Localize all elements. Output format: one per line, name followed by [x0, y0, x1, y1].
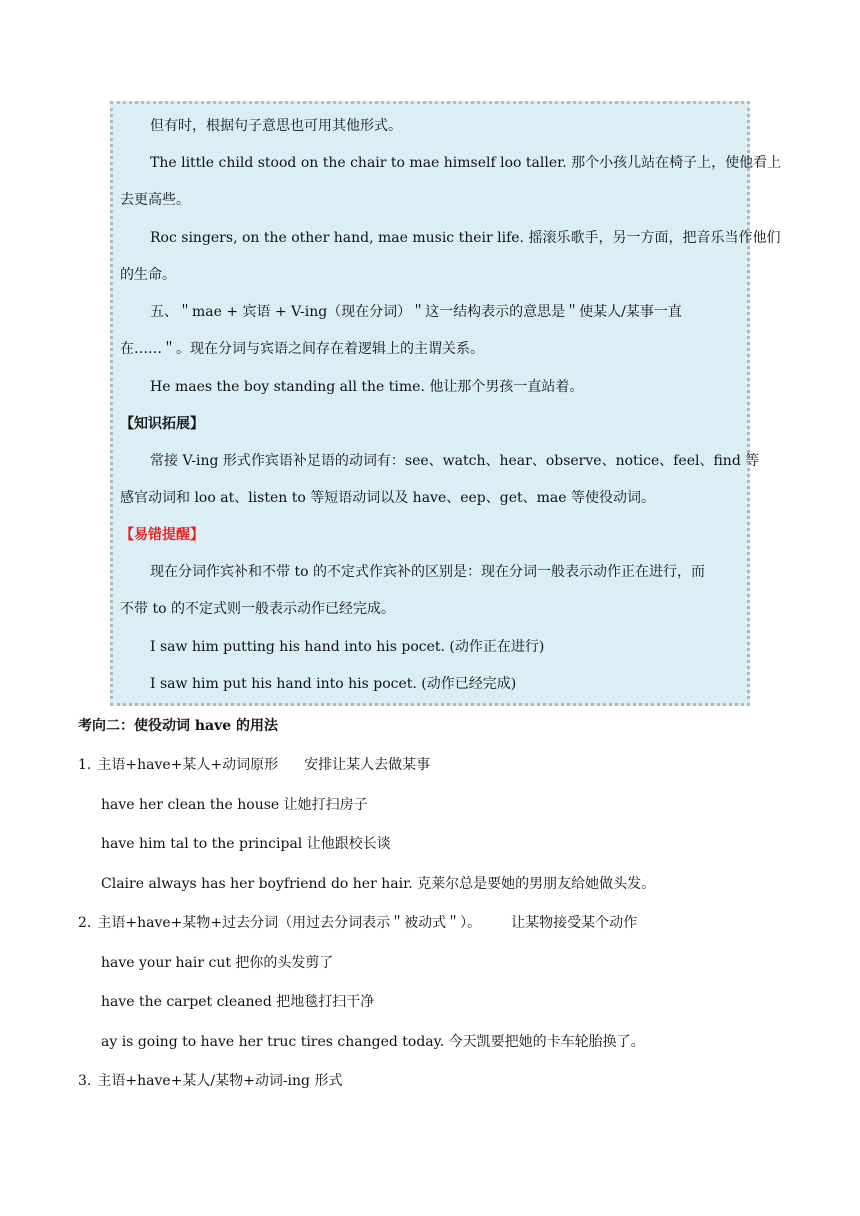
example-line: have the carpet cleaned 把地毯打扫干净 — [101, 994, 375, 1010]
example-line: ay is going to have her truc tires changed today. 今天凯要把她的卡车轮胎换了。 — [101, 1034, 645, 1050]
example-line: have him tal to the principal 让他跟校长谈 — [101, 836, 391, 852]
item-meaning: 让某物接受某个动作 — [511, 915, 638, 931]
example-line: have your hair cut 把你的头发剪了 — [101, 955, 334, 971]
section-title: 考向二：使役动词 have 的用法 — [78, 718, 279, 734]
box-paragraph: 但有时，根据句子意思也可用其他形式。 — [150, 118, 402, 134]
list-item — [78, 913, 637, 933]
item-text: 主语+have+某物+过去分词（用过去分词表示＂被动式＂）。 — [97, 915, 482, 931]
list-item — [78, 755, 430, 775]
box-paragraph: Roc singers, on the other hand, mae music their life. 摇滚乐歌手，另一方面，把音乐当作他们 — [150, 230, 781, 246]
item-number: 2. — [78, 915, 92, 931]
box-paragraph-cont: 不带 to 的不定式则一般表示动作已经完成。 — [120, 601, 395, 617]
box-paragraph: The little child stood on the chair to mae himself loo taller. 那个小孩儿站在椅子上，使他看上 — [150, 155, 782, 171]
item-text: 主语+have+某人/某物+动词-ing 形式 — [97, 1073, 343, 1089]
example-line: have her clean the house 让她打扫房子 — [101, 797, 368, 813]
heading-knowledge-extension: 【知识拓展】 — [120, 416, 204, 432]
box-paragraph-cont: 去更高些。 — [120, 192, 190, 208]
box-paragraph-cont: 的生命。 — [120, 267, 176, 283]
box-paragraph: 现在分词作宾补和不带 to 的不定式作宾补的区别是：现在分词一般表示动作正在进行，而 — [150, 564, 705, 580]
box-paragraph-cont: 在……＂。现在分词与宾语之间存在着逻辑上的主谓关系。 — [120, 341, 484, 357]
example-line: Claire always has her boyfriend do her hair. 克莱尔总是要她的男朋友给她做头发。 — [101, 876, 656, 892]
list-item — [78, 1071, 342, 1091]
box-paragraph: I saw him put his hand into his pocet. (动作已经完成) — [150, 676, 517, 692]
item-meaning: 安排让某人去做某事 — [304, 757, 431, 773]
box-paragraph: He maes the boy standing all the time. 他让那个男孩一直站着。 — [150, 379, 584, 395]
box-paragraph-cont: 感官动词和 loo at、listen to 等短语动词以及 have、eep、get、mae 等使役动词。 — [120, 490, 655, 506]
box-paragraph: 常接 V-ing 形式作宾语补足语的动词有：see、watch、hear、observe、notice、feel、find 等 — [150, 453, 760, 469]
item-text: 主语+have+某人+动词原形 — [97, 757, 279, 773]
item-number: 1. — [78, 757, 92, 773]
heading-error-reminder: 【易错提醒】 — [120, 527, 204, 543]
box-paragraph: I saw him putting his hand into his pocet. (动作正在进行) — [150, 639, 545, 655]
box-paragraph: 五、＂mae + 宾语 + V-ing（现在分词）＂这一结构表示的意思是＂使某人/某事一直 — [150, 304, 682, 320]
item-number: 3. — [78, 1073, 92, 1089]
